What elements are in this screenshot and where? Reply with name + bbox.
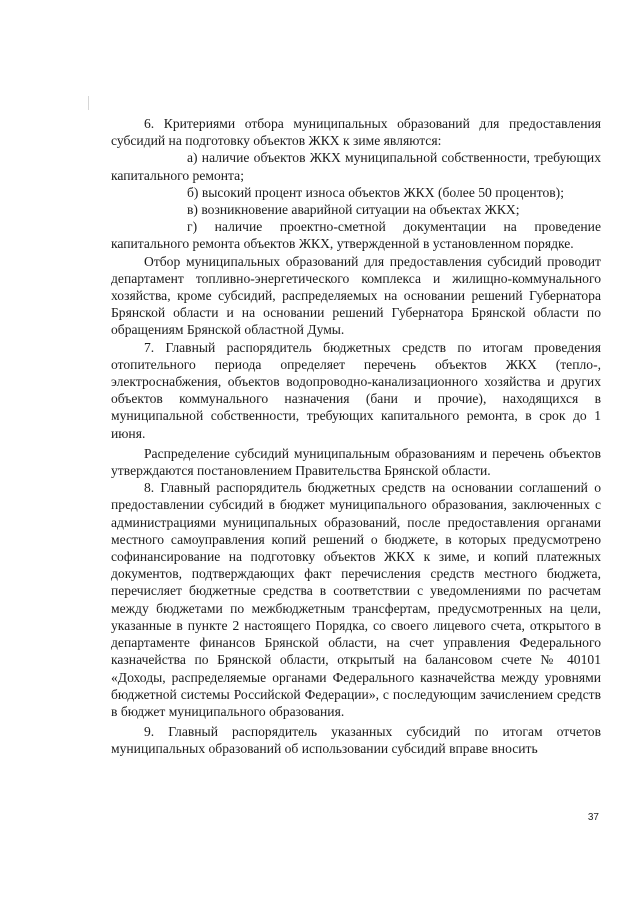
page-number: 37 [587,812,599,823]
document-body [111,115,601,758]
criterion-b: б) высокий процент износа объектов ЖКХ (более 50 процентов); [187,184,564,200]
paragraph-9: 9. Главный распорядитель указанных субсидий по итогам отчетов муниципальных образований об использовании субсидий вправе вносить [111,724,601,757]
paragraph-distribution: Распределение субсидий муниципальным образованиям и перечень объектов утверждаются постановлением Правительства Брянской области. [111,445,601,479]
criterion-d: г) наличие проектно-сметной документации на проведение капитального ремонта объектов ЖКХ, утвержденной в установленном порядке. [111,219,601,252]
scan-margin-line [88,96,89,110]
paragraph-7: 7. Главный распорядитель бюджетных средств по итогам проведения отопительного периода определяет перечень объектов ЖКХ (тепло-, электроснабжения, объектов водопроводно-канализационного хозяйства и других объектов коммунального назначения (бани и прочие), находящихся в муниципальной собственности, требующих капитального ремонта, в срок до 1 июня. [111,339,601,441]
criterion-a: а) наличие объектов ЖКХ муниципальной собственности, требующих капитального ремонта; [111,150,601,183]
criterion-c: в) возникновение аварийной ситуации на объектах ЖКХ; [187,202,520,218]
paragraph-8: 8. Главный распорядитель бюджетных средств на основании соглашений о предоставлении субсидий в бюджет муниципального образования, заключенных с администрациями муниципальных образований, после предоставления органами местного самоуправления копий решений о бюджете, в которых предусмотрено софинансирование на подготовку объектов ЖКХ к зиме, и копий платежных документов, подтверждающих факт перечисления средств местного бюджета, перечисляет бюджетные средства в соответствии с уведомлениями по расчетам между бюджетами по межбюджетным трансфертам, предусмотренных на цели, указанные в пункте 2 настоящего Порядка, со своего лицевого счета, открытого в департаменте финансов Брянской области, на счет управления Федерального казначейства по Брянской области, открытый на балансовом счете № 40101 «Доходы, распределяемые органами Федерального казначейства между уровнями бюджетной системы Российской Федерации», с последующим зачислением средств в бюджет муниципального образования. [111,480,601,719]
paragraph-6-criteria: 6. Критериями отбора муниципальных образований для предоставления субсидий на подготовку объектов ЖКХ к зиме являются: [111,116,601,149]
paragraph-selection: Отбор муниципальных образований для предоставления субсидий проводит департамент топливно-энергетического комплекса и жилищно-коммунального хозяйства, кроме субсидий, распределяемых на основании решений Губернатора Брянской области и на основании решений Губернатора Брянской области по обращениям Брянской областной Думы. [111,253,601,338]
